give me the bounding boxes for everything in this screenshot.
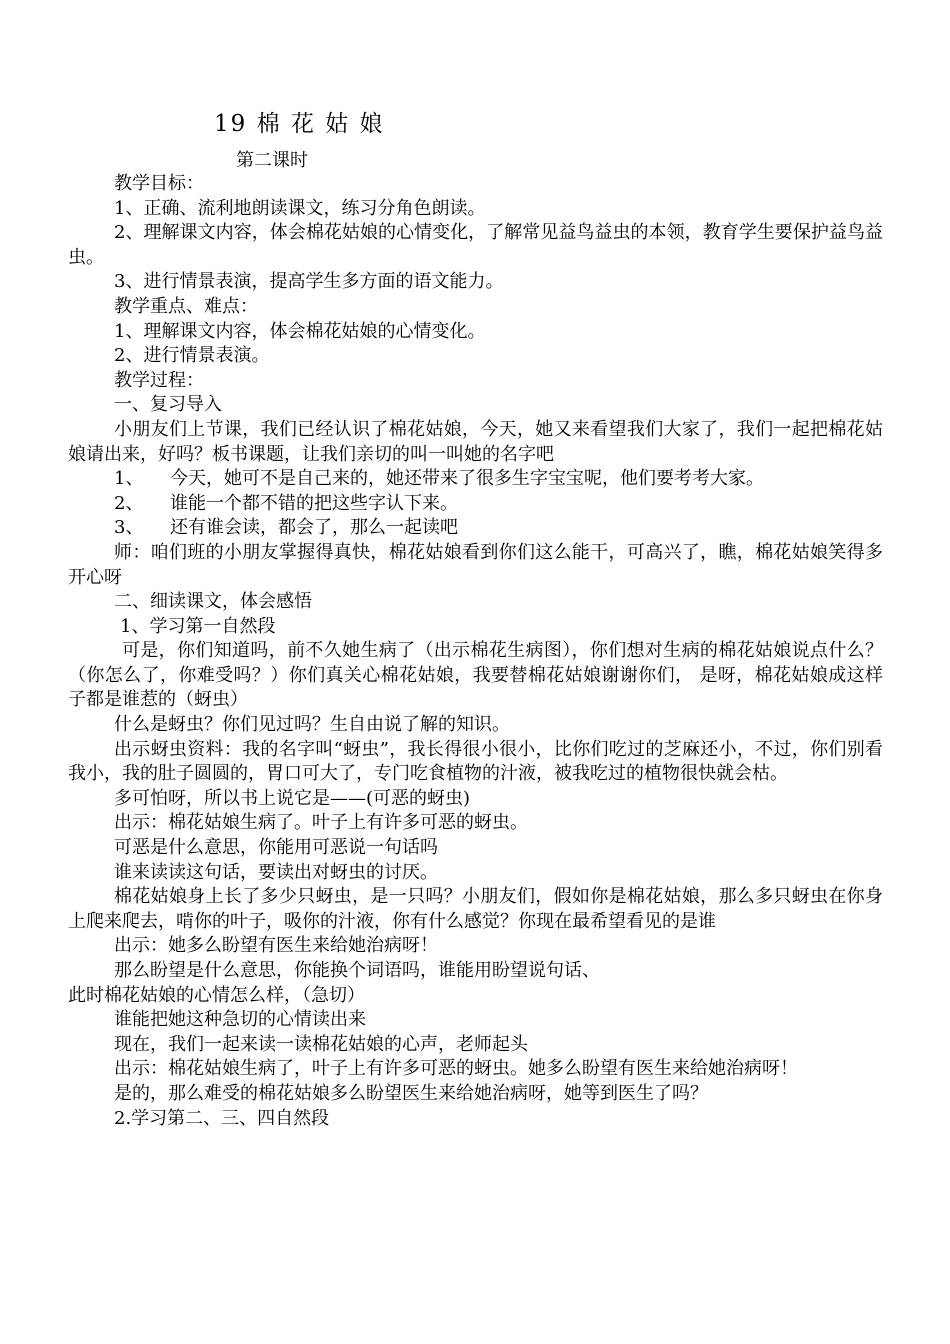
body-paragraph: 出示：棉花姑娘生病了。叶子上有许多可恶的蚜虫。 bbox=[114, 812, 528, 834]
subsection-heading: 二、细读课文，体会感悟 bbox=[114, 591, 312, 613]
body-paragraph: 小朋友们上节课，我们已经认识了棉花姑娘，今天，她又来看望我们大家了，我们一起把棉花姑娘请出来，好吗？板书课题，让我们亲切的叫一叫她的名字吧 bbox=[68, 418, 883, 465]
body-paragraph: 出示蚜虫资料：我的名字叫“蚜虫”，我长得很小很小，比你们吃过的芝麻还小，不过，你们别看我小，我的肚子圆圆的，胃口可大了，专门吃食植物的汁液，被我吃过的植物很快就会枯。 bbox=[68, 738, 883, 785]
item-text: 还有谁会读，都会了，那么一起读吧 bbox=[170, 517, 458, 539]
item-number: 1、 bbox=[114, 468, 144, 490]
item-number: 3、 bbox=[114, 517, 144, 539]
key-point-item: 2、进行情景表演。 bbox=[114, 345, 270, 367]
document-body bbox=[68, 172, 883, 1131]
section-heading: 教学目标： bbox=[114, 173, 204, 194]
subsection-heading: 1、学习第一自然段 bbox=[120, 615, 276, 637]
body-paragraph: 可是，你们知道吗，前不久她生病了（出示棉花生病图），你们想对生病的棉花姑娘说点什么？（你怎么了，你难受吗？）你们真关心棉花姑娘，我要替棉花姑娘谢谢你们， 是呀，棉花姑娘成这样子都是谁惹的（蚜虫） bbox=[68, 640, 883, 711]
objective-item: 1、正确、流利地朗读课文，练习分角色朗读。 bbox=[114, 197, 486, 219]
numbered-item bbox=[68, 516, 883, 541]
body-paragraph: 那么盼望是什么意思，你能换个词语吗，谁能用盼望说句话、 bbox=[114, 960, 600, 981]
numbered-item bbox=[68, 492, 883, 517]
section-heading: 教学过程： bbox=[114, 369, 204, 391]
document-title: 19 棉 花 姑 娘 bbox=[214, 111, 385, 137]
objective-item: 3、进行情景表演，提高学生多方面的语文能力。 bbox=[114, 271, 504, 293]
body-paragraph: 此时棉花姑娘的心情怎么样，（急切） bbox=[68, 984, 365, 1006]
subsection-heading: 2.学习第二、三、四自然段 bbox=[114, 1107, 330, 1129]
body-paragraph: 出示：她多么盼望有医生来给她治病呀！ bbox=[114, 935, 438, 957]
body-paragraph: 出示：棉花姑娘生病了，叶子上有许多可恶的蚜虫。她多么盼望有医生来给她治病呀！ bbox=[114, 1058, 798, 1080]
item-text: 谁能一个都不错的把这些字认下来。 bbox=[170, 492, 458, 514]
section-heading: 教学重点、难点： bbox=[114, 295, 258, 317]
item-text: 今天，她可不是自己来的，她还带来了很多生字宝宝呢，他们要考考大家。 bbox=[170, 468, 764, 490]
body-paragraph: 师：咱们班的小朋友掌握得真快，棉花姑娘看到你们这么能干，可高兴了，瞧，棉花姑娘笑得多开心呀 bbox=[68, 541, 883, 588]
body-paragraph: 现在，我们一起来读一读棉花姑娘的心声，老师起头 bbox=[114, 1033, 528, 1055]
body-paragraph: 多可怕呀，所以书上说它是——(可恶的蚜虫) bbox=[114, 787, 471, 809]
body-paragraph: 是的，那么难受的棉花姑娘多么盼望医生来给她治病呀，她等到医生了吗？ bbox=[114, 1082, 708, 1104]
subsection-heading: 一、复习导入 bbox=[114, 394, 222, 416]
body-paragraph: 谁能把她这种急切的心情读出来 bbox=[114, 1009, 366, 1031]
body-paragraph: 什么是蚜虫？你们见过吗？生自由说了解的知识。 bbox=[114, 714, 510, 736]
body-paragraph: 谁来读读这句话，要读出对蚜虫的讨厌。 bbox=[114, 861, 438, 883]
objective-item: 2、理解课文内容，体会棉花姑娘的心情变化，了解常见益鸟益虫的本领，教育学生要保护益鸟益虫。 bbox=[68, 222, 883, 268]
document-subtitle: 第二课时 bbox=[236, 150, 308, 171]
body-paragraph: 棉花姑娘身上长了多少只蚜虫，是一只吗？小朋友们，假如你是棉花姑娘，那么多只蚜虫在你身上爬来爬去，啃你的叶子，吸你的汁液，你有什么感觉？你现在最希望看见的是谁 bbox=[68, 886, 883, 932]
body-paragraph: 可恶是什么意思，你能用可恶说一句话吗 bbox=[114, 837, 438, 859]
numbered-item bbox=[68, 467, 883, 492]
key-point-item: 1、理解课文内容，体会棉花姑娘的心情变化。 bbox=[114, 320, 486, 342]
item-number: 2、 bbox=[114, 492, 144, 514]
